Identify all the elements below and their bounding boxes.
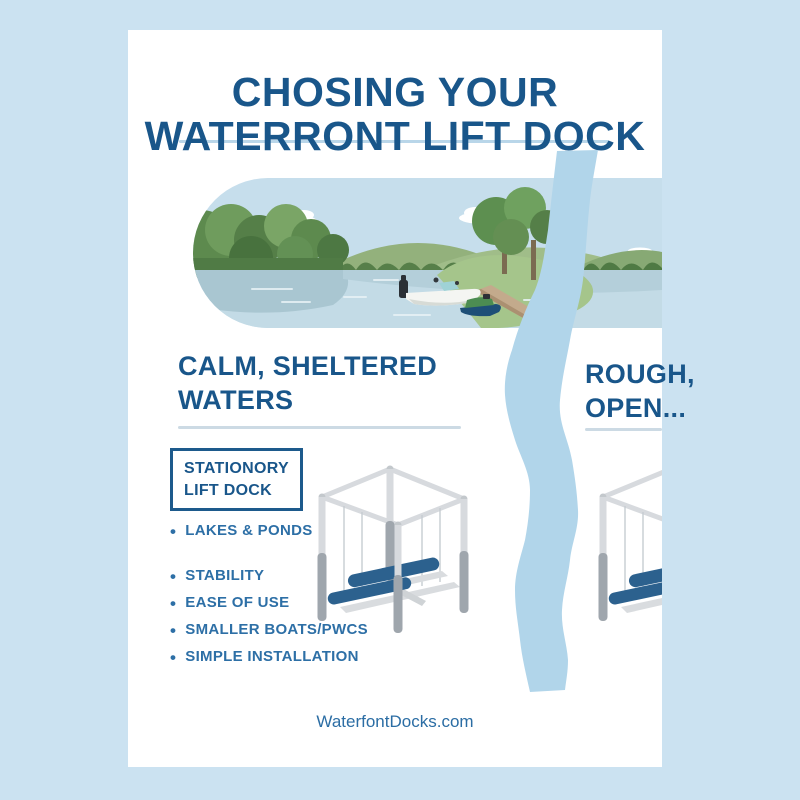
list-item-label: LAKES & PONDS <box>185 522 313 539</box>
right-heading-line2: OPEN... <box>585 392 687 423</box>
badge-line2: LIFT DOCK <box>184 481 273 499</box>
list-item-label: SIMPLE INSTALLATION <box>185 648 359 665</box>
poster-card <box>128 30 695 767</box>
list-item <box>170 648 368 666</box>
bullet-icon: • <box>170 521 177 541</box>
bullet-icon: • <box>170 647 177 667</box>
footer-url: WaterfontDocks.com <box>316 712 474 731</box>
page-title <box>128 70 662 159</box>
list-item-label: SMALLER BOATS/PWCS <box>185 621 368 638</box>
list-item-label: EASE OF USE <box>185 594 290 611</box>
left-heading-divider <box>178 426 461 429</box>
right-heading-line1: ROUGH, <box>585 359 695 389</box>
page-title-line2: WATERRONT LIFT DOCK <box>144 113 646 160</box>
list-item <box>170 621 368 639</box>
left-section-heading <box>178 350 437 418</box>
right-section-heading <box>585 358 695 426</box>
page-title-line1: CHOSING YOUR <box>231 69 559 115</box>
stationary-lift-dock-badge <box>170 448 303 511</box>
bullet-icon: • <box>170 620 177 640</box>
left-heading-line1: CALM, SHELTERED <box>178 351 437 381</box>
bullet-icon: • <box>170 566 177 586</box>
list-item <box>170 567 368 585</box>
list-item-label: STABILITY <box>185 567 265 584</box>
badge-line1: STATIONORY <box>184 460 289 477</box>
bullet-icon: • <box>170 593 177 613</box>
list-item <box>170 594 368 612</box>
list-item <box>170 522 368 540</box>
water-reflection-left <box>193 270 348 313</box>
left-heading-line2: WATERS <box>178 384 294 415</box>
benefit-list <box>170 522 368 675</box>
